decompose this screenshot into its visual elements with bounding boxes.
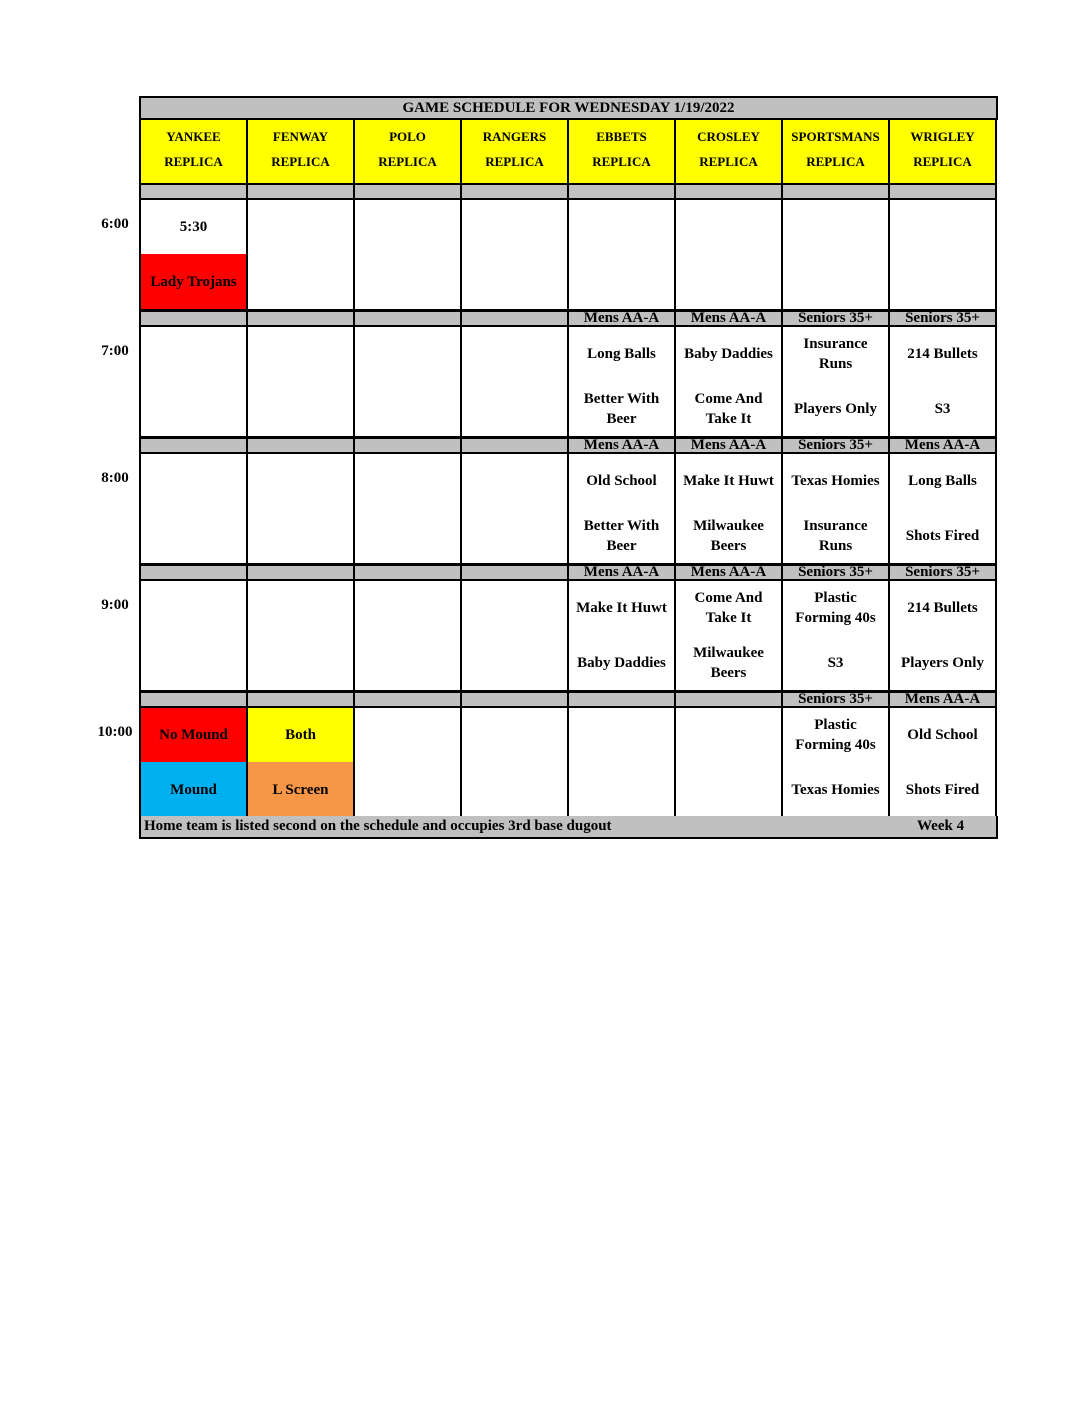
game-cell: [781, 706, 890, 819]
away-team: Both: [248, 708, 353, 762]
field-header-2: [246, 118, 355, 185]
away-team: [462, 708, 567, 762]
game-cell: [246, 452, 355, 565]
home-team: [355, 635, 460, 690]
home-team: [141, 635, 246, 690]
away-team: [141, 454, 246, 508]
game-cell: [460, 452, 569, 565]
away-team: Plastic Forming 40s: [795, 590, 876, 626]
game-cell: [460, 198, 569, 311]
home-team: [248, 508, 353, 563]
division-label: Mens AA-A: [567, 310, 676, 327]
game-cell: [246, 325, 355, 438]
game-cell: [567, 452, 676, 565]
field-header-1: [139, 118, 248, 185]
division-label: Mens AA-A: [674, 310, 783, 327]
away-team: [462, 454, 567, 508]
game-cell: [246, 706, 355, 819]
home-team: [462, 762, 567, 817]
field-header-4: [460, 118, 569, 185]
home-team: [462, 254, 567, 309]
away-team: Make It Huwt: [576, 600, 667, 616]
home-team: Players Only: [794, 400, 877, 417]
division-label: Mens AA-A: [674, 564, 783, 581]
field-header-5: [567, 118, 676, 185]
game-cell: [567, 198, 676, 311]
game-cell: [674, 706, 783, 819]
away-team: [141, 327, 246, 381]
game-cell: [139, 325, 248, 438]
home-team: [783, 254, 888, 309]
home-team: Better With Beer: [583, 517, 660, 554]
away-team: Baby Daddies: [684, 346, 773, 362]
field-name: RANGERS: [482, 129, 547, 144]
home-team: [890, 254, 995, 309]
away-team: Make It Huwt: [683, 473, 774, 489]
home-team: Baby Daddies: [577, 654, 666, 671]
field-type: REPLICA: [378, 154, 437, 169]
division-label: Mens AA-A: [567, 437, 676, 454]
game-cell: [353, 579, 462, 692]
game-cell: [567, 706, 676, 819]
away-team: 5:30: [179, 219, 208, 235]
away-team: 214 Bullets: [907, 346, 978, 362]
game-cell: [353, 198, 462, 311]
home-team: Better With Beer: [583, 390, 660, 427]
away-team: [890, 200, 995, 254]
away-team: [248, 327, 353, 381]
game-cell: [460, 706, 569, 819]
away-team: [355, 581, 460, 635]
game-cell: [888, 325, 997, 438]
home-team: [569, 254, 674, 309]
away-team: Long Balls: [587, 346, 656, 362]
home-team: [355, 381, 460, 436]
home-team: Insurance Runs: [803, 517, 868, 554]
field-name: CROSLEY: [697, 129, 760, 144]
field-name: WRIGLEY: [910, 129, 975, 144]
field-type: REPLICA: [164, 154, 223, 169]
division-label: Mens AA-A: [567, 564, 676, 581]
home-team: S3: [827, 654, 844, 671]
field-type: REPLICA: [592, 154, 651, 169]
field-header-3: [353, 118, 462, 185]
home-team: Shots Fired: [905, 781, 980, 798]
away-team: [462, 581, 567, 635]
time-label-600: 6:00: [101, 216, 129, 232]
field-header-8: [888, 118, 997, 185]
game-cell: [460, 579, 569, 692]
time-label-700: 7:00: [101, 343, 129, 359]
away-team: [248, 454, 353, 508]
division-label: Mens AA-A: [888, 691, 997, 708]
division-label: Seniors 35+: [781, 691, 890, 708]
division-label: Mens AA-A: [674, 437, 783, 454]
game-cell: [781, 325, 890, 438]
home-team: [355, 254, 460, 309]
away-team: Insurance Runs: [803, 336, 868, 372]
game-cell: [781, 579, 890, 692]
field-type: REPLICA: [699, 154, 758, 169]
field-name: YANKEE: [166, 129, 221, 144]
away-team: [462, 327, 567, 381]
away-team: Old School: [907, 727, 978, 743]
game-cell: [674, 452, 783, 565]
away-team: Plastic Forming 40s: [795, 717, 876, 753]
time-label-1000: 10:00: [97, 724, 133, 740]
away-team: 214 Bullets: [907, 600, 978, 616]
home-team: [462, 635, 567, 690]
home-team: L Screen: [248, 762, 353, 817]
home-team: [248, 635, 353, 690]
field-header-6: [674, 118, 783, 185]
game-cell: [246, 579, 355, 692]
field-type: REPLICA: [485, 154, 544, 169]
home-team: [141, 381, 246, 436]
away-team: [462, 200, 567, 254]
away-team: Long Balls: [908, 473, 977, 489]
home-team: [141, 508, 246, 563]
game-cell: [139, 706, 248, 819]
game-cell: [139, 579, 248, 692]
field-type: REPLICA: [806, 154, 865, 169]
game-cell: [353, 325, 462, 438]
home-team: [355, 508, 460, 563]
away-team: [248, 581, 353, 635]
field-type: REPLICA: [913, 154, 972, 169]
home-team: S3: [934, 400, 951, 417]
home-team: Texas Homies: [791, 781, 880, 798]
home-team: Milwaukee Beers: [693, 644, 764, 681]
game-cell: [353, 452, 462, 565]
home-team: [248, 381, 353, 436]
game-cell: [139, 452, 248, 565]
schedule-title-bar: [139, 96, 998, 120]
away-team: [141, 581, 246, 635]
home-team: [676, 762, 781, 817]
field-header-7: [781, 118, 890, 185]
field-type: REPLICA: [271, 154, 330, 169]
away-team: [676, 708, 781, 762]
home-team: Lady Trojans: [141, 254, 246, 309]
division-label: Seniors 35+: [781, 437, 890, 454]
game-cell: [888, 452, 997, 565]
away-team: [676, 200, 781, 254]
home-team: Milwaukee Beers: [693, 517, 764, 554]
away-team: [355, 708, 460, 762]
game-cell: [567, 325, 676, 438]
away-team: [783, 200, 888, 254]
footer-note: Home team is listed second on the schedule and occupies 3rd base dugout: [144, 818, 612, 834]
away-team: Old School: [586, 473, 657, 489]
footer-week: Week 4: [917, 818, 965, 834]
away-team: [569, 200, 674, 254]
home-team: [248, 254, 353, 309]
field-name: SPORTSMANS: [791, 129, 880, 144]
away-team: [248, 200, 353, 254]
division-label: Mens AA-A: [888, 437, 997, 454]
time-label-900: 9:00: [101, 597, 129, 613]
game-cell: [781, 198, 890, 311]
away-team: Come And Take It: [694, 590, 763, 626]
away-team: [355, 200, 460, 254]
home-team: [676, 254, 781, 309]
game-cell: [460, 325, 569, 438]
home-team: Shots Fired: [905, 527, 980, 544]
game-cell: [888, 579, 997, 692]
away-team: No Mound: [141, 708, 246, 762]
away-team: Texas Homies: [791, 473, 880, 489]
schedule-footer: [139, 816, 998, 839]
game-cell: [139, 198, 248, 311]
home-team: Mound: [141, 762, 246, 817]
home-team: [569, 762, 674, 817]
division-label: Seniors 35+: [888, 564, 997, 581]
division-label: Seniors 35+: [781, 310, 890, 327]
away-team: [355, 454, 460, 508]
game-cell: [888, 198, 997, 311]
game-cell: [674, 198, 783, 311]
game-cell: [674, 325, 783, 438]
game-cell: [674, 579, 783, 692]
game-cell: [353, 706, 462, 819]
game-cell: [246, 198, 355, 311]
field-name: FENWAY: [272, 129, 329, 144]
home-team: Come And Take It: [694, 390, 763, 427]
game-cell: [888, 706, 997, 819]
field-name: POLO: [389, 129, 426, 144]
away-team: [355, 327, 460, 381]
division-label: Seniors 35+: [888, 310, 997, 327]
home-team: Players Only: [901, 654, 984, 671]
home-team: [355, 762, 460, 817]
home-team: [462, 381, 567, 436]
home-team: [462, 508, 567, 563]
division-label: Seniors 35+: [781, 564, 890, 581]
game-cell: [781, 452, 890, 565]
schedule-title: GAME SCHEDULE FOR WEDNESDAY 1/19/2022: [402, 100, 735, 116]
away-team: [569, 708, 674, 762]
time-label-800: 8:00: [101, 470, 129, 486]
game-cell: [567, 579, 676, 692]
field-name: EBBETS: [596, 129, 647, 144]
